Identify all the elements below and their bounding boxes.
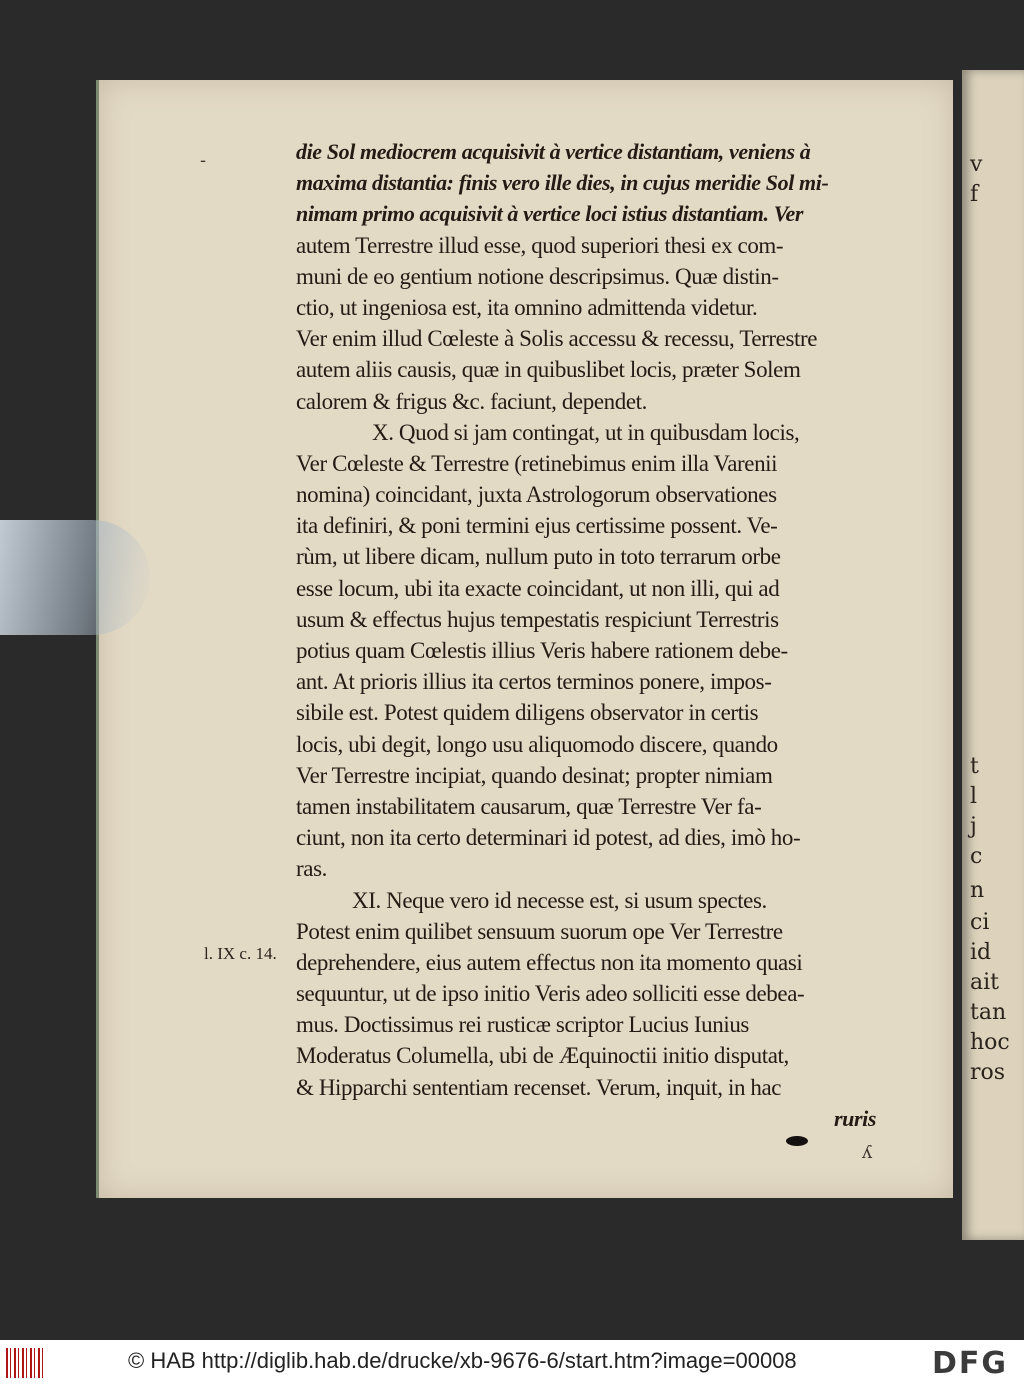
facing-page-fragment: l [970, 784, 978, 809]
text-line: Ver Terrestre incipiat, quando desinat; propter nimiam [296, 762, 773, 788]
text-line: Ver enim illud Cœleste à Solis accessu & recessu, Terrestre [296, 326, 818, 352]
text-line: maxima distantia: finis vero ille dies, in cujus meridie Sol mi- [296, 170, 829, 196]
text-line: sequuntur, ut de ipso initio Veris adeo solliciti esse debea- [296, 981, 805, 1007]
facing-page-fragment: ros [970, 1060, 1006, 1085]
text-line: tamen instabilitatem causarum, quæ Terrestre Ver fa- [296, 793, 762, 819]
text-line: rùm, ut libere dicam, nullum puto in toto terrarum orbe [296, 544, 781, 570]
text-line: deprehendere, eius autem effectus non ita momento quasi [296, 949, 803, 975]
dfg-logo: DFG [932, 1346, 1009, 1381]
text-line: Ver Cœleste & Terrestre (retinebimus enim illa Varenii [296, 450, 778, 476]
facing-page-fragment: ci [970, 910, 990, 935]
facing-page-fragment: f [970, 182, 979, 207]
light-glare [0, 520, 150, 635]
text-line: Potest enim quilibet sensuum suorum ope Ver Terrestre [296, 918, 783, 944]
text-line: muni de eo gentium notione descripsimus. Quæ distin- [296, 263, 779, 289]
text-line: ita definiri, & poni termini ejus certissime possent. Ve- [296, 513, 778, 539]
text-line: ant. At prioris illius ita certos terminos ponere, impos- [296, 669, 772, 695]
facing-page-fragment: ait [970, 970, 999, 995]
copyright-link[interactable]: © HAB http://diglib.hab.de/drucke/xb-9676-6/start.htm?image=00008 [128, 1348, 797, 1373]
stray-mark: - [200, 150, 207, 171]
footer-bar [0, 1340, 1024, 1386]
section-heading-x: X. Quod si jam contingat, ut in quibusdam locis, [372, 419, 800, 445]
section-heading-xi: XI. Neque vero id necesse est, si usum spectes. [352, 887, 767, 913]
facing-page-fragment: j [970, 814, 977, 839]
text-line: die Sol mediocrem acquisivit à vertice distantiam, veniens à [296, 139, 811, 164]
text-line: sibile est. Potest quidem diligens observator in certis [296, 700, 759, 726]
margin-note: l. IX c. 14. [204, 944, 277, 963]
facing-page-fragment: n [970, 878, 985, 903]
text-line: ras. [296, 856, 327, 882]
text-line: autem aliis causis, quæ in quibuslibet locis, præter Solem [296, 357, 801, 383]
facing-page-fragment: hoc [970, 1030, 1010, 1055]
text-line: mus. Doctissimus rei rusticæ scriptor Lucius Iunius [296, 1012, 749, 1038]
text-line: & Hipparchi sententiam recenset. Verum, inquit, in hac [296, 1074, 782, 1100]
facing-page-fragment: t [970, 754, 979, 779]
text-line: esse locum, ubi ita exacte coincidant, ut non illi, qui ad [296, 575, 780, 601]
text-line: calorem & frigus &c. faciunt, dependet. [296, 388, 647, 414]
text-line: nomina) coincidant, juxta Astrologorum observationes [296, 482, 777, 508]
facing-page-edge [962, 70, 1024, 1240]
text-line: nimam primo acquisivit à vertice loci istius distantiam. Ver [296, 201, 804, 227]
text-line: autem Terrestre illud esse, quod superiori thesi ex com- [296, 232, 784, 258]
stray-mark: ʎ [862, 1142, 873, 1163]
facing-page-fragment: c [970, 844, 983, 869]
text-line: ctio, ut ingeniosa est, ita omnino admittenda videtur. [296, 294, 758, 320]
text-line: Moderatus Columella, ubi de Æquinoctii initio disputat, [296, 1043, 789, 1069]
facing-page-fragment: v [970, 152, 983, 177]
ink-blot [786, 1136, 808, 1146]
library-barcode-icon [6, 1348, 46, 1378]
text-line: locis, ubi degit, longo usu aliquomodo discere, quando [296, 731, 778, 757]
text-line: ciunt, non ita certo determinari id potest, ad dies, imò ho- [296, 825, 801, 851]
text-line: potius quam Cœlestis illius Veris habere rationem debe- [296, 638, 788, 663]
facing-page-fragment: tan [970, 1000, 1007, 1025]
catchword: ruris [833, 1105, 876, 1131]
facing-page-fragment: id [970, 940, 992, 965]
text-line: usum & effectus hujus tempestatis respiciunt Terrestris [296, 606, 779, 632]
page-text [296, 136, 908, 1134]
